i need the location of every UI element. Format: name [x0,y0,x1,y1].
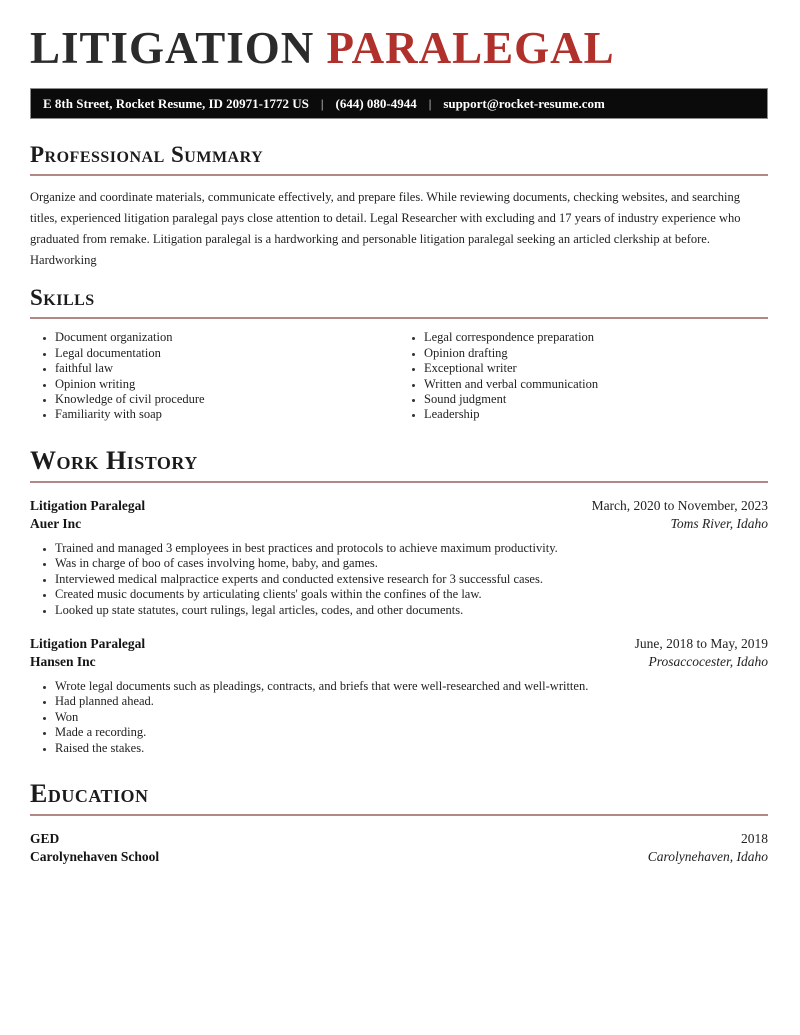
skills-column-left [30,330,399,422]
pipe-separator: | [320,95,324,111]
skill-item: • Legal documentation [55,346,399,361]
school-name: Carolynehaven School [30,848,160,864]
school-row [30,848,768,866]
skill-item: • faithful law [55,361,399,376]
job-company: Auer Inc [30,515,82,531]
pipe-separator: | [428,95,432,111]
job-title: Litigation Paralegal [30,498,146,514]
title-accent: PARALEGAL [326,23,615,73]
section-heading-skills: Skills [30,285,95,311]
degree-row [30,830,768,848]
section-heading-work-history: Work History [30,445,198,475]
contact-address: E 8th Street, Rocket Resume, ID 20971-1772 US [43,95,309,111]
section-heading-education: Education [30,779,149,809]
job-location: Prosaccocester, Idaho [648,653,768,669]
section-rule [30,814,768,816]
job-dates: June, 2018 to May, 2019 [634,636,768,652]
job-company-row [30,515,768,533]
job-entry [30,635,768,756]
section-rule [30,317,768,319]
contact-email: support@rocket-resume.com [443,95,605,111]
skill-item: • Written and verbal communication [424,377,768,392]
job-company-row [30,653,768,671]
section-work-history [30,447,768,756]
bullet-item: • Trained and managed 3 employees in best practices and protocols to achieve maximum productivity. [55,541,768,556]
section-rule [30,481,768,483]
skill-item: • Opinion writing [55,377,399,392]
job-title-row [30,635,768,653]
section-rule [30,174,768,176]
bullet-item: • Interviewed medical malpractice experts and conducted extensive research for 3 successful cases. [55,572,768,587]
section-professional-summary [30,143,768,271]
skill-item: • Document organization [55,330,399,345]
job-company: Hansen Inc [30,653,96,669]
bullet-item: • Won [55,710,768,725]
skills-column-right [399,330,768,422]
job-title: Litigation Paralegal [30,636,146,652]
skills-columns [30,330,768,422]
degree: GED [30,831,60,847]
skill-item: • Opinion drafting [424,346,768,361]
job-title-row [30,497,768,515]
section-skills [30,286,768,423]
bullet-item: • Raised the stakes. [55,741,768,756]
page-title [30,23,768,73]
skill-item: • Sound judgment [424,392,768,407]
bullet-item: • Created music documents by articulating clients' goals within the confines of the law. [55,587,768,602]
education-entry [30,830,768,865]
skill-item: • Knowledge of civil procedure [55,392,399,407]
contact-phone: (644) 080-4944 [335,95,417,111]
job-bullets [30,541,768,618]
title-primary: LITIGATION [30,23,327,73]
skill-item: • Leadership [424,407,768,422]
bullet-item: • Was in charge of boo of cases involving home, baby, and games. [55,556,768,571]
skill-item: • Legal correspondence preparation [424,330,768,345]
job-bullets [30,679,768,756]
job-location: Toms River, Idaho [670,515,768,531]
bullet-item: • Wrote legal documents such as pleadings, contracts, and briefs that were well-researched and well-written. [55,679,768,694]
job-entry [30,497,768,618]
bullet-item: • Made a recording. [55,725,768,740]
summary-text: Organize and coordinate materials, communicate effectively, and prepare files. While reviewing documents, checking websites, and searching titles, experienced litigation paralegal pays close attention to detail. Legal Researcher with excluding and 17 years of industry experience who graduated from remake. Litigation paralegal is a hardworking and personable litigation paralegal seeking an articled clerkship at before. Hardworking [30,190,741,268]
job-dates: March, 2020 to November, 2023 [591,498,768,514]
graduation-year: 2018 [741,831,768,847]
skill-item: • Exceptional writer [424,361,768,376]
bullet-item: • Had planned ahead. [55,694,768,709]
school-location: Carolynehaven, Idaho [647,848,768,864]
contact-bar [30,88,768,119]
section-education [30,780,768,865]
skill-item: • Familiarity with soap [55,407,399,422]
section-heading-summary: Professional Summary [30,142,264,167]
bullet-item: • Looked up state statutes, court rulings, legal articles, codes, and other documents. [55,603,768,618]
